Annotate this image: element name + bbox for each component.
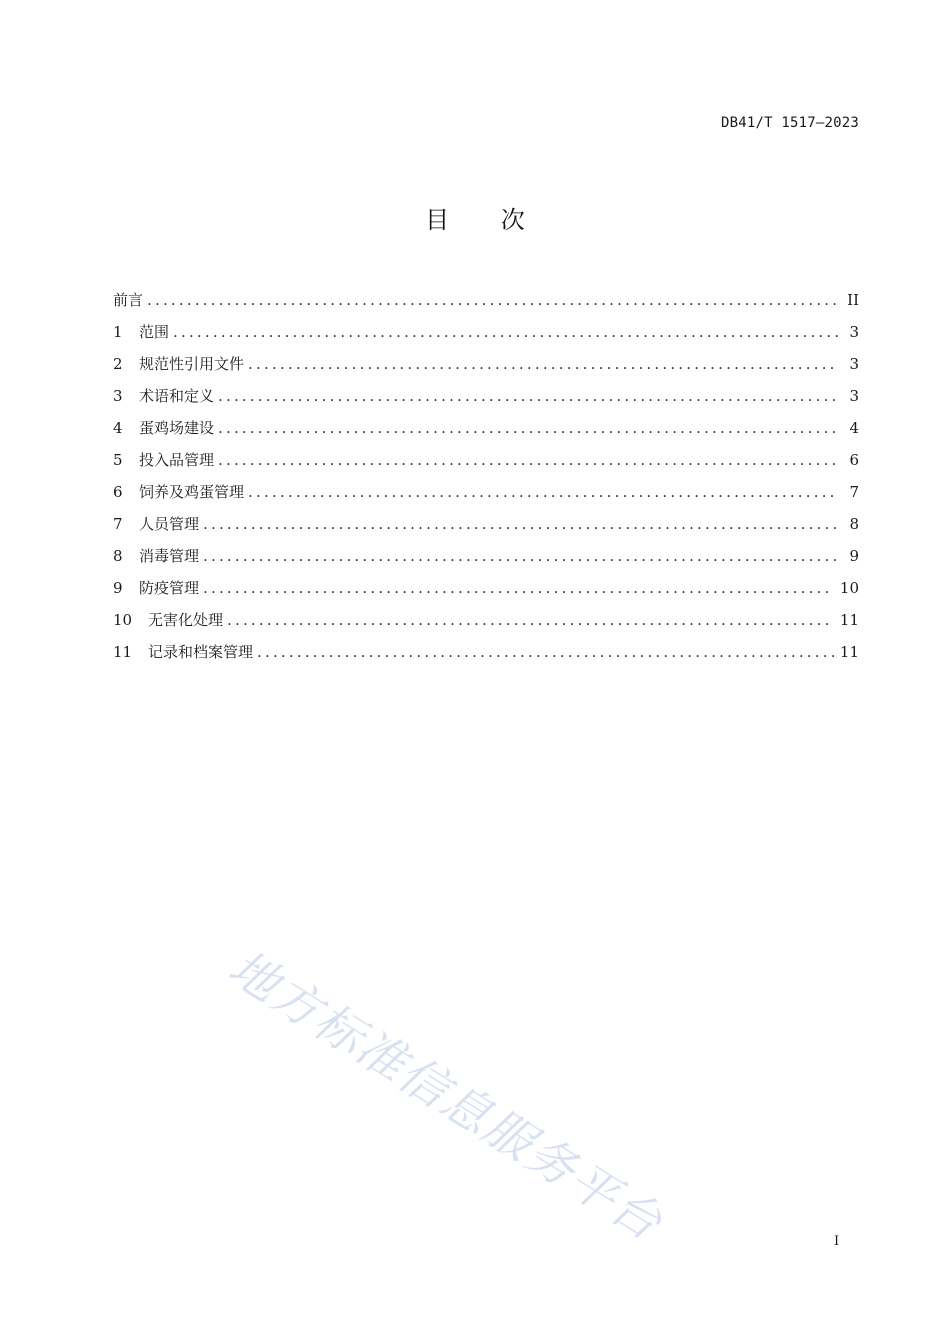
toc-entry-number: 5 <box>113 451 123 469</box>
toc-entry-page: 9 <box>849 547 859 565</box>
toc-entry-page: 4 <box>849 419 859 437</box>
toc-entry-label: 记录和档案管理 <box>148 643 254 661</box>
toc-entry-number: 11 <box>113 643 133 661</box>
toc-entry-page: 6 <box>849 451 859 469</box>
toc-entry-label: 无害化处理 <box>148 611 224 629</box>
toc-list <box>113 284 859 668</box>
document-code: DB41/T 1517—2023 <box>720 115 859 131</box>
toc-entry-9[interactable] <box>113 572 859 604</box>
toc-entry-page: 8 <box>849 515 859 533</box>
toc-leader-dots <box>203 508 839 540</box>
toc-entry-number: 10 <box>113 611 133 629</box>
toc-entry-page: 3 <box>849 387 859 405</box>
toc-entry-10[interactable] <box>113 604 859 636</box>
toc-title: 目 次 <box>425 206 547 234</box>
toc-entry-6[interactable] <box>113 476 859 508</box>
toc-entry-label: 术语和定义 <box>139 387 215 405</box>
toc-entry-label: 防疫管理 <box>139 579 200 597</box>
toc-leader-dots <box>248 348 839 380</box>
toc-leader-dots <box>173 316 839 348</box>
toc-leader-dots <box>147 284 839 316</box>
toc-entry-label: 规范性引用文件 <box>139 355 245 373</box>
toc-leader-dots <box>257 636 834 668</box>
toc-entry-label: 消毒管理 <box>139 547 200 565</box>
toc-entry-1[interactable] <box>113 316 859 348</box>
toc-entry-number: 1 <box>113 323 123 341</box>
toc-leader-dots <box>218 412 839 444</box>
toc-leader-dots <box>203 572 834 604</box>
toc-entry-label: 投入品管理 <box>139 451 215 469</box>
toc-entry-page: 7 <box>849 483 859 501</box>
toc-entry-label: 蛋鸡场建设 <box>139 419 215 437</box>
page-number: I <box>834 1234 840 1249</box>
toc-entry-page: 10 <box>839 579 859 597</box>
toc-entry-label: 范围 <box>139 323 170 341</box>
toc-entry-page: 3 <box>849 323 859 341</box>
toc-entry-number: 4 <box>113 419 123 437</box>
toc-entry-label: 前言 <box>113 291 144 309</box>
toc-leader-dots <box>203 540 839 572</box>
toc-entry-label: 饲养及鸡蛋管理 <box>139 483 245 501</box>
toc-entry-8[interactable] <box>113 540 859 572</box>
toc-entry-page: 11 <box>839 611 859 629</box>
toc-entry-page: 3 <box>849 355 859 373</box>
toc-entry-page: 11 <box>839 643 859 661</box>
toc-entry-11[interactable] <box>113 636 859 668</box>
toc-entry-number: 6 <box>113 483 123 501</box>
watermark-text: 地方标准信息服务平台 <box>218 939 673 1253</box>
toc-entry-preface[interactable] <box>113 284 859 316</box>
toc-leader-dots <box>218 444 839 476</box>
toc-entry-2[interactable] <box>113 348 859 380</box>
toc-leader-dots <box>218 380 839 412</box>
toc-entry-4[interactable] <box>113 412 859 444</box>
toc-leader-dots <box>227 604 834 636</box>
toc-entry-number: 8 <box>113 547 123 565</box>
toc-entry-7[interactable] <box>113 508 859 540</box>
toc-leader-dots <box>248 476 839 508</box>
toc-entry-page: II <box>847 291 859 309</box>
toc-entry-5[interactable] <box>113 444 859 476</box>
toc-entry-number: 7 <box>113 515 123 533</box>
toc-entry-number: 9 <box>113 579 123 597</box>
toc-entry-number: 2 <box>113 355 123 373</box>
toc-entry-number: 3 <box>113 387 123 405</box>
toc-entry-label: 人员管理 <box>139 515 200 533</box>
toc-entry-3[interactable] <box>113 380 859 412</box>
